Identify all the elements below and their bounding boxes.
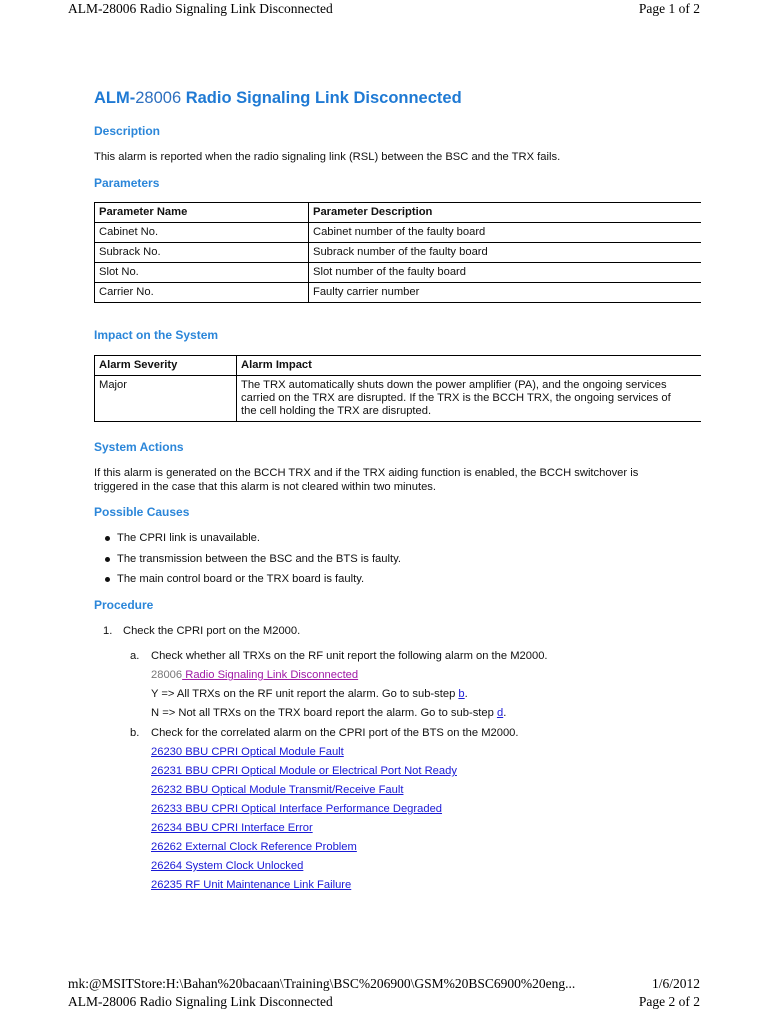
no-branch (151, 706, 506, 720)
alarm-link[interactable]: 26233 BBU CPRI Optical Interface Performance Degraded (151, 803, 443, 815)
no-end: . (503, 707, 507, 719)
substep-text: Check whether all TRXs on the RF unit report the following alarm on the M2000. (151, 650, 548, 662)
title-prefix: ALM- (94, 89, 136, 107)
table-row (95, 263, 702, 283)
alarm-reference (151, 668, 358, 682)
yes-text: Y => All TRXs on the RF unit report the alarm. Go to sub-step (151, 688, 459, 700)
alarm-code: 28006 (151, 669, 183, 681)
alarm-link[interactable]: 26234 BBU CPRI Interface Error (151, 822, 313, 834)
list-item (151, 859, 457, 878)
title-number: 28006 (135, 89, 182, 107)
no-text: N => Not all TRXs on the TRX board report the alarm. Go to sub-step (151, 707, 497, 719)
step-text: Check the CPRI port on the M2000. (123, 625, 301, 637)
alarm-link[interactable]: 26231 BBU CPRI Optical Module or Electrical Port Not Ready (151, 765, 457, 777)
footer-path: mk:@MSITStore:H:\Bahan%20bacaan\Training\BSC%206900\GSM%20BSC6900%20eng... (68, 976, 576, 991)
description-text: This alarm is reported when the radio signaling link (RSL) between the BSC and the TRX fails. (94, 151, 561, 163)
substep-d-link[interactable]: d (496, 707, 504, 719)
system-actions-text (94, 467, 638, 494)
substep-b-link[interactable]: b (458, 688, 465, 700)
page-header-title: ALM-28006 Radio Signaling Link Disconnected (68, 1, 333, 16)
list-item (151, 878, 457, 897)
substep-label: a. (130, 650, 140, 662)
column-header: Alarm Severity (95, 356, 237, 376)
column-header: Parameter Name (95, 203, 309, 223)
table-header-row (95, 356, 702, 376)
yes-end: . (464, 688, 468, 700)
alarm-link[interactable]: 26230 BBU CPRI Optical Module Fault (151, 746, 344, 758)
parameter-name-cell: Carrier No. (95, 283, 309, 303)
system-actions-line: triggered in the case that this alarm is not cleared within two minutes. (94, 480, 437, 493)
column-header: Parameter Description (309, 203, 702, 223)
list-item: The main control board or the TRX board is faulty. (100, 572, 401, 593)
yes-branch (151, 687, 468, 701)
system-actions-line: If this alarm is generated on the BCCH TRX and if the TRX aiding function is enabled, the BCCH switchover is (94, 467, 639, 479)
alarm-link[interactable]: 26264 System Clock Unlocked (151, 860, 304, 872)
table-header-row (95, 203, 702, 223)
parameter-description-cell: Cabinet number of the faulty board (309, 223, 702, 243)
parameter-description-cell: Slot number of the faulty board (309, 263, 702, 283)
impact-cell (237, 376, 702, 422)
procedure-heading: Procedure (94, 598, 154, 612)
impact-table (94, 355, 701, 422)
impact-line: carried on the TRX are disrupted. If the TRX is the BCCH TRX, the ongoing services of (241, 392, 671, 404)
parameter-name-cell: Slot No. (95, 263, 309, 283)
list-item: The transmission between the BSC and the BTS is faulty. (100, 552, 401, 573)
impact-line: the cell holding the TRX are disrupted. (241, 405, 432, 417)
list-item (151, 840, 457, 859)
table-row (95, 376, 702, 422)
parameter-description-cell: Subrack number of the faulty board (309, 243, 702, 263)
next-page-title: ALM-28006 Radio Signaling Link Disconnected (68, 994, 333, 1009)
title-name: Radio Signaling Link Disconnected (181, 89, 462, 107)
substep-label: b. (130, 727, 140, 739)
list-item (151, 764, 457, 783)
system-actions-heading: System Actions (94, 440, 184, 454)
page-number: Page 1 of 2 (638, 1, 700, 16)
impact-heading: Impact on the System (94, 328, 219, 342)
table-row (95, 223, 702, 243)
parameter-name-cell: Cabinet No. (95, 223, 309, 243)
column-header: Alarm Impact (237, 356, 702, 376)
correlated-alarm-list (151, 745, 457, 897)
list-item (151, 745, 457, 764)
severity-cell: Major (95, 376, 237, 422)
alarm-link[interactable]: 26232 BBU Optical Module Transmit/Receive Fault (151, 784, 404, 796)
impact-line: The TRX automatically shuts down the power amplifier (PA), and the ongoing services (241, 379, 667, 391)
list-item (151, 821, 457, 840)
list-item (151, 783, 457, 802)
parameter-name-cell: Subrack No. (95, 243, 309, 263)
table-row (95, 243, 702, 263)
description-heading: Description (94, 124, 161, 138)
alarm-link[interactable]: 26235 RF Unit Maintenance Link Failure (151, 879, 352, 891)
list-item: The CPRI link is unavailable. (100, 531, 401, 552)
possible-causes-heading: Possible Causes (94, 505, 190, 519)
parameters-heading: Parameters (94, 176, 160, 190)
table-row (95, 283, 702, 303)
parameters-table (94, 202, 701, 303)
list-item (151, 802, 457, 821)
parameter-description-cell: Faulty carrier number (309, 283, 702, 303)
step-number: 1. (103, 625, 113, 637)
footer-date: 1/6/2012 (651, 976, 700, 991)
possible-causes-list (100, 531, 401, 593)
alarm-link[interactable]: Radio Signaling Link Disconnected (182, 669, 359, 681)
substep-text: Check for the correlated alarm on the CPRI port of the BTS on the M2000. (151, 727, 519, 739)
alarm-link[interactable]: 26262 External Clock Reference Problem (151, 841, 357, 853)
page-title (94, 89, 462, 108)
next-page-number: Page 2 of 2 (638, 994, 700, 1009)
